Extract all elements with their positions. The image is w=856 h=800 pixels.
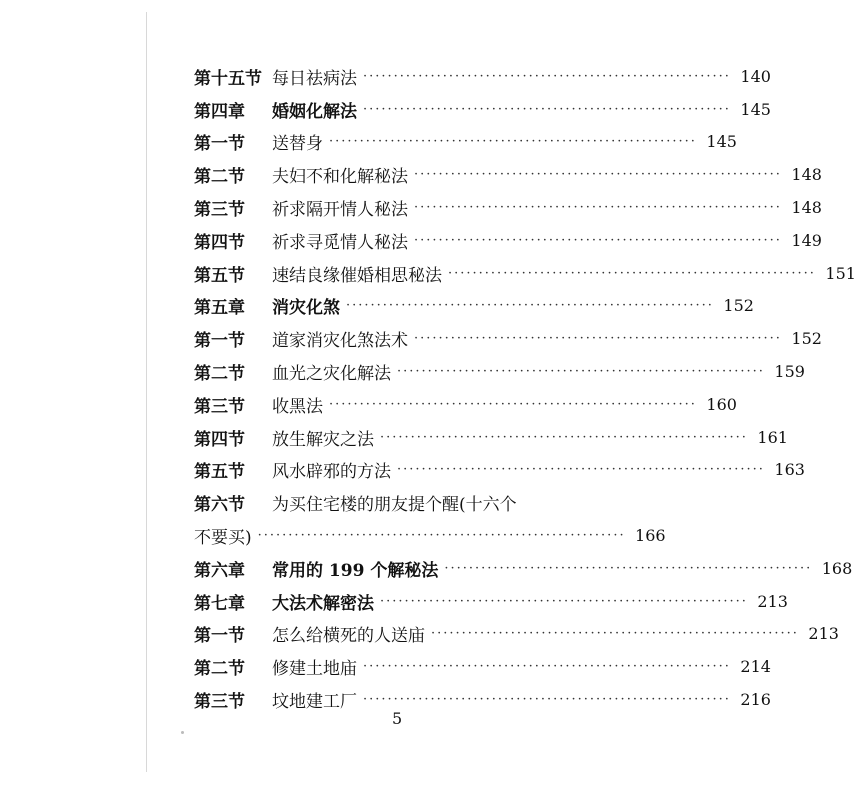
- dot-leader: ····························································: [257, 528, 626, 544]
- toc-entry-title: 常用的 199 个解秘法: [272, 560, 439, 581]
- toc-entry: [194, 126, 737, 159]
- toc-entry-number: 第五节: [194, 462, 245, 483]
- page-gutter-line: [146, 12, 147, 772]
- toc-entry-title: 放生解灾之法: [272, 429, 374, 450]
- toc-entry-page: 145: [740, 99, 771, 119]
- dot-leader: ····························································: [363, 659, 731, 675]
- toc-entry-page: 151: [825, 263, 856, 283]
- toc-entry-title: 修建土地庙: [272, 659, 357, 680]
- toc-entry-title: 血光之灾化解法: [272, 364, 391, 385]
- toc-entry: [194, 322, 822, 355]
- toc-entry-page: 145: [706, 132, 737, 152]
- dot-leader: ····························································: [444, 560, 813, 576]
- toc-entry-title: 送替身: [272, 134, 323, 155]
- toc-entry-number: 第一节: [194, 134, 245, 155]
- dot-leader: ····························································: [329, 134, 697, 150]
- toc-entry-number: 第十五节: [194, 68, 262, 89]
- toc-entry-title-continued: 不要买): [194, 528, 252, 549]
- toc-entry-title: 婚姻化解法: [272, 101, 357, 122]
- toc-entry-number: 第二节: [194, 364, 245, 385]
- toc-entry-page: 149: [791, 230, 822, 250]
- dot-leader: ····························································: [414, 167, 782, 183]
- toc-entry: [194, 60, 771, 93]
- toc-entry: [194, 650, 771, 683]
- toc-entry-number: 第六章: [194, 560, 245, 581]
- toc-chapter: [194, 93, 771, 126]
- dot-leader: ····························································: [414, 331, 782, 347]
- toc-entry-page: 152: [723, 296, 754, 316]
- page-number: 5: [392, 709, 403, 728]
- toc-entry-page: 213: [808, 624, 839, 644]
- toc-entry-title: 大法术解密法: [272, 593, 374, 614]
- dot-leader: ····························································: [448, 265, 816, 281]
- toc-entry-title: 祈求寻觅情人秘法: [272, 232, 408, 253]
- toc-entry-number: 第三节: [194, 396, 245, 417]
- toc-entry-continuation: [194, 519, 666, 552]
- toc-entry-number: 第四节: [194, 429, 245, 450]
- toc-entry-title: 风水辟邪的方法: [272, 462, 391, 483]
- toc-entry: [194, 388, 737, 421]
- toc-entry-page: 163: [774, 460, 805, 480]
- toc-entry-page: 160: [706, 394, 737, 414]
- toc-entry-page: 148: [791, 165, 822, 185]
- toc-entry-title: 消灾化煞: [272, 298, 340, 319]
- dot-leader: ····························································: [397, 364, 765, 380]
- scan-speck: [181, 731, 184, 734]
- toc-entry-number: 第六节: [194, 495, 245, 516]
- toc-chapter: [194, 290, 754, 323]
- toc-entry-page: 168: [821, 558, 853, 578]
- toc-entry: [194, 486, 604, 519]
- toc-entry-title: 祈求隔开情人秘法: [272, 200, 408, 221]
- dot-leader: ····························································: [363, 101, 731, 117]
- toc-entry-number: 第五节: [194, 265, 245, 286]
- toc-entry-number: 第二节: [194, 167, 245, 188]
- toc-entry-number: 第七章: [194, 593, 245, 614]
- toc-entry-page: 216: [740, 690, 771, 710]
- toc-entry-page: 161: [757, 427, 788, 447]
- dot-leader: ····························································: [346, 298, 714, 314]
- dot-leader: ····························································: [380, 593, 748, 609]
- toc-entry-title: 坟地建工厂: [272, 692, 357, 713]
- toc-entry-title: 收黑法: [272, 396, 323, 417]
- toc-entry: [194, 454, 805, 487]
- table-of-contents: [194, 60, 856, 716]
- toc-entry-number: 第三节: [194, 692, 245, 713]
- dot-leader: ····························································: [380, 429, 748, 445]
- toc-entry-title: 夫妇不和化解秘法: [272, 167, 408, 188]
- toc-entry-number: 第一节: [194, 331, 245, 352]
- toc-chapter: [194, 552, 853, 585]
- toc-entry-page: 140: [740, 66, 771, 86]
- toc-entry: [194, 224, 822, 257]
- dot-leader: ····························································: [431, 626, 799, 642]
- toc-entry-title: 速结良缘催婚相思秘法: [272, 265, 442, 286]
- toc-entry: [194, 618, 839, 651]
- toc-entry-number: 第五章: [194, 298, 245, 319]
- toc-entry-title: 怎么给横死的人送庙: [272, 626, 425, 647]
- toc-entry-page: 148: [791, 198, 822, 218]
- toc-entry-page: 213: [757, 591, 788, 611]
- dot-leader: ····························································: [329, 396, 697, 412]
- toc-entry-number: 第一节: [194, 626, 245, 647]
- toc-entry-page: 152: [791, 329, 822, 349]
- toc-entry-number: 第三节: [194, 200, 245, 221]
- toc-entry-page: 214: [740, 657, 771, 677]
- toc-entry-title: 每日祛病法: [272, 68, 357, 89]
- dot-leader: ····························································: [414, 200, 782, 216]
- toc-entry-number: 第四章: [194, 101, 245, 122]
- toc-entry-title: 道家消灾化煞法术: [272, 331, 408, 352]
- toc-entry: [194, 191, 822, 224]
- toc-entry-number: 第二节: [194, 659, 245, 680]
- dot-leader: ····························································: [397, 462, 765, 478]
- toc-entry: [194, 421, 788, 454]
- toc-entry: [194, 257, 856, 290]
- dot-leader: ····························································: [414, 232, 782, 248]
- toc-entry-number: 第四节: [194, 232, 245, 253]
- toc-entry-page: 166: [635, 526, 666, 546]
- toc-entry: [194, 355, 805, 388]
- dot-leader: ····························································: [363, 692, 731, 708]
- toc-chapter: [194, 585, 788, 618]
- dot-leader: ····························································: [363, 68, 731, 84]
- toc-entry-title: 为买住宅楼的朋友提个醒(十六个: [272, 495, 517, 516]
- toc-entry: [194, 158, 822, 191]
- toc-entry-page: 159: [774, 362, 805, 382]
